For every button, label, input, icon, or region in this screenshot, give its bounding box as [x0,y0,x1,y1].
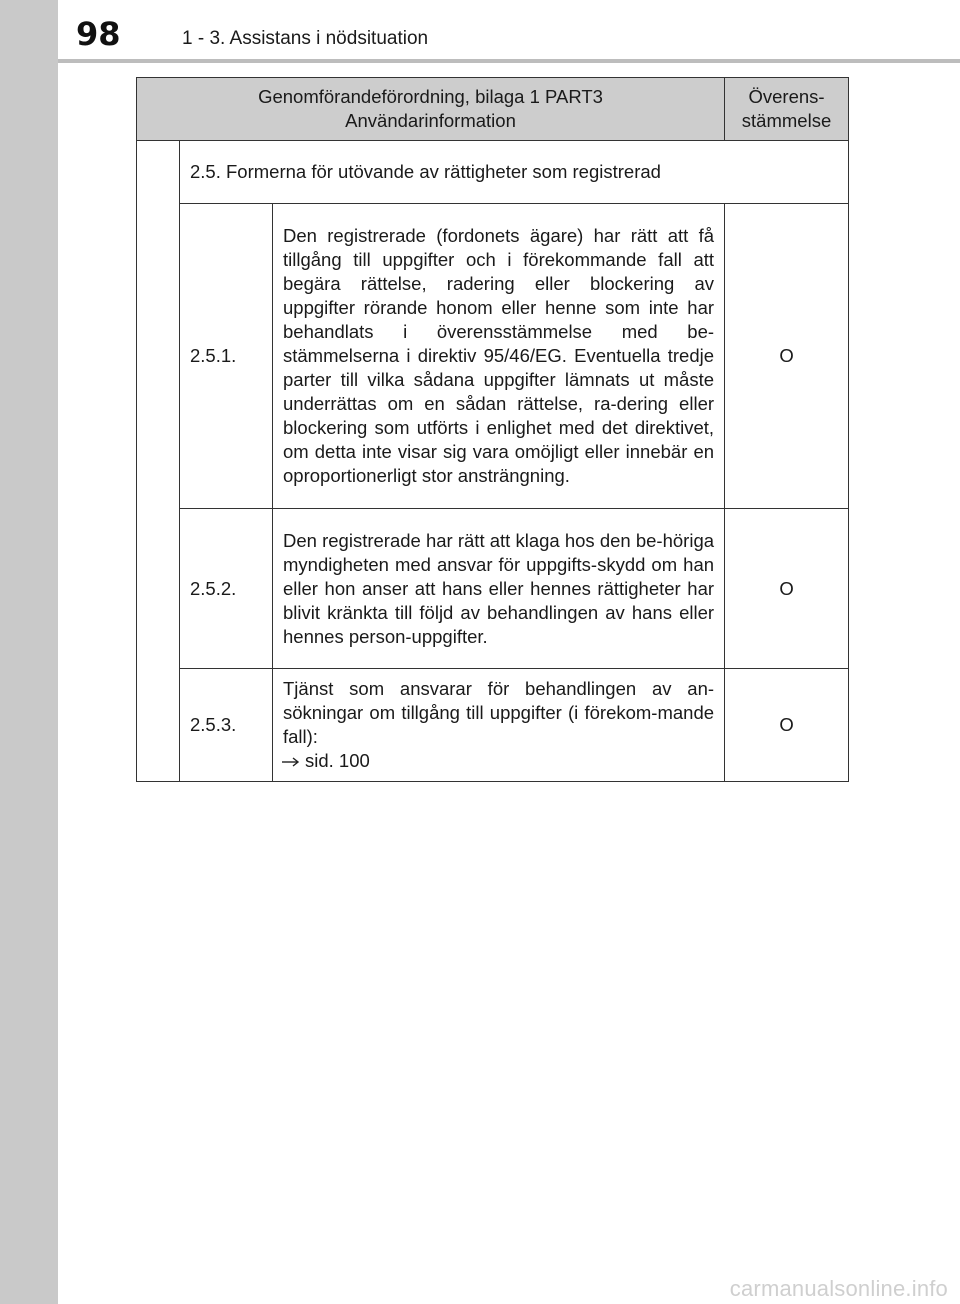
row-number: 2.5.1. [180,204,273,509]
header-regulation-line2: Användarinformation [345,110,516,131]
header-conformity-line2: stämmelse [741,110,832,131]
side-margin-bar [0,0,58,1304]
row-mark: O [725,509,849,669]
header-conformity [725,78,849,141]
row-text: Den registrerade har rätt att klaga hos den be-höriga myndigheten med ansvar för uppgifts-skydd om han eller hon anser att hans eller hennes rättigheter har blivit kränkta till följd av behandlingen av hans eller hennes person-uppgifter. [273,509,725,669]
indent-cell [137,141,180,782]
section-heading: 2.5. Formerna för utövande av rättigheter som registrerad [180,141,849,204]
table-row [137,509,849,669]
header-divider [58,59,960,63]
row-number: 2.5.3. [180,669,273,782]
table-row [137,669,849,782]
page-number: 98 [76,15,121,53]
table-header-row [137,78,849,141]
header-regulation-line1: Genomförandeförordning, bilaga 1 PART3 [258,86,603,107]
header-conformity-line1: Överens- [748,86,825,107]
row-number: 2.5.2. [180,509,273,669]
row-text: Den registrerade (fordonets ägare) har rätt att få tillgång till uppgifter och i förekommande fall att begära rättelse, radering eller blockering av uppgifter rörande honom eller henne som inte har behandlats i överensstämmelse med be-stämmelserna i direktiv 95/46/EG. Eventuella tredje parter till vilka sådana uppgifter lämnats ut måste underrättas om en sådan rättelse, ra-dering eller blockering som utförts i enlighet med det direktivet, om detta inte visar sig vara omöjligt eller innebär en oproportionerligt stor ansträngning. [273,204,725,509]
row-text: Tjänst som ansvarar för behandlingen av an-sökningar om tillgång till uppgifter (i förekom-mande fall): [283,678,715,747]
row-text-container [273,669,725,782]
table-section-row [137,141,849,204]
header-regulation [137,78,725,141]
row-mark: O [725,669,849,782]
regulation-table [136,77,849,782]
watermark: carmanualsonline.info [729,1276,948,1301]
page-reference[interactable] [283,750,370,771]
arrow-right-icon [281,756,301,768]
table-row [137,204,849,509]
section-title: 1 - 3. Assistans i nödsituation [182,28,429,49]
page-reference-text: sid. 100 [305,750,370,771]
row-mark: O [725,204,849,509]
